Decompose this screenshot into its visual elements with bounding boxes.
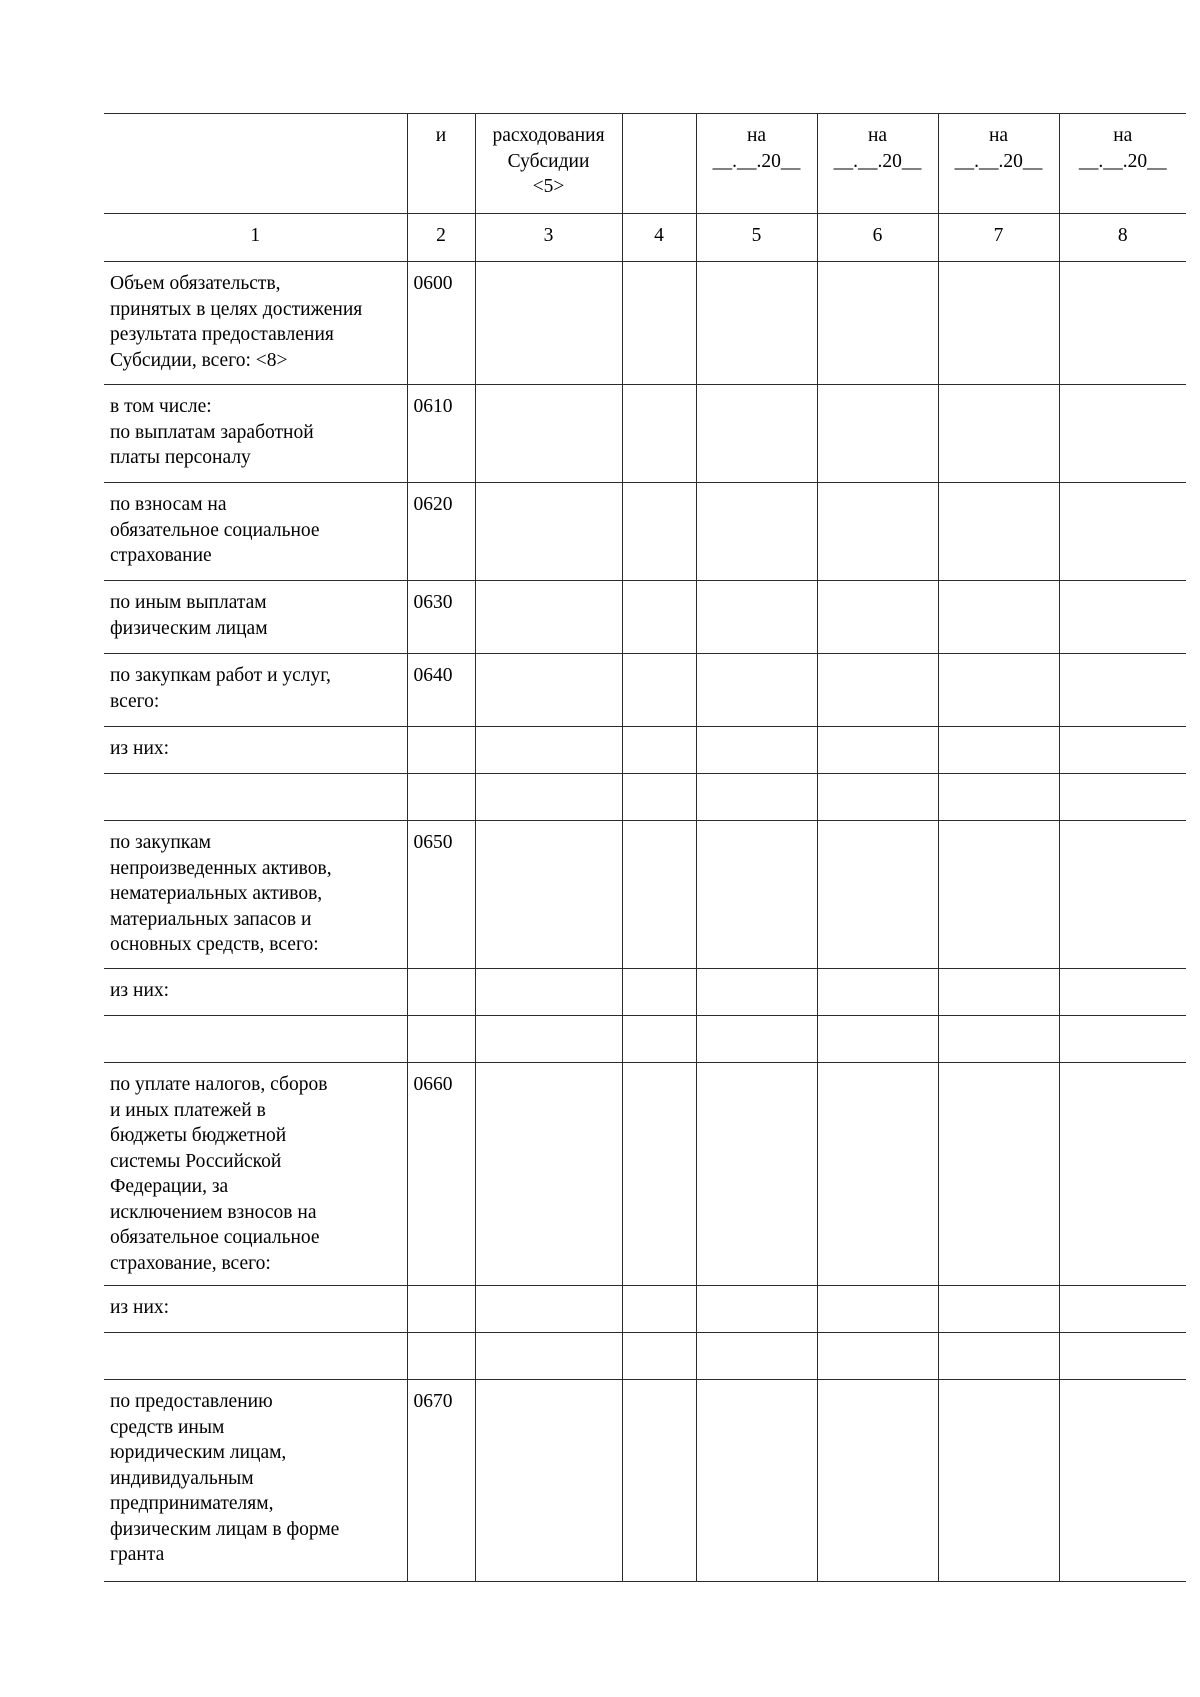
value-cell-col-5[interactable]	[696, 385, 817, 483]
row-label-line: гранта	[110, 1544, 165, 1565]
value-cell-col-7[interactable]	[938, 654, 1059, 727]
row-code	[407, 727, 475, 774]
header-cell-7-line: на	[988, 125, 1009, 146]
value-cell-col-4[interactable]	[622, 385, 696, 483]
value-cell-col-6[interactable]	[817, 1380, 938, 1582]
value-cell-col-4[interactable]	[622, 654, 696, 727]
row-label	[104, 727, 407, 774]
value-cell-col-6[interactable]	[817, 483, 938, 581]
row-label-line: обязательное социальное	[110, 519, 320, 541]
value-cell-col-7[interactable]	[938, 1016, 1059, 1063]
value-cell-col-8[interactable]	[1059, 581, 1186, 654]
value-cell-col-5[interactable]	[696, 1016, 817, 1063]
table-row	[104, 581, 1186, 654]
value-cell-col-3[interactable]	[475, 1286, 622, 1333]
row-code: 0670	[407, 1380, 475, 1582]
value-cell-col-3[interactable]	[475, 969, 622, 1016]
row-label-line: юридическим лицам,	[110, 1442, 287, 1463]
header-cell-1	[104, 114, 407, 214]
row-label	[104, 1286, 407, 1333]
row-label-line: из них:	[110, 980, 170, 1001]
value-cell-col-8[interactable]	[1059, 654, 1186, 727]
row-label-line: по предоставлению	[110, 1391, 273, 1412]
value-cell-col-8[interactable]	[1059, 727, 1186, 774]
table-row	[104, 1380, 1186, 1582]
value-cell-col-4[interactable]	[622, 1380, 696, 1582]
value-cell-col-7[interactable]	[938, 581, 1059, 654]
value-cell-col-8[interactable]	[1059, 821, 1186, 969]
header-row	[104, 114, 1186, 214]
row-label-line: нематериальных активов,	[110, 883, 323, 904]
row-label-line: принятых в целях достижения	[110, 298, 363, 320]
row-code: 0600	[407, 262, 475, 385]
row-label	[104, 969, 407, 1016]
value-cell-col-6[interactable]	[817, 581, 938, 654]
column-number: 3	[475, 214, 622, 262]
table-row	[104, 1286, 1186, 1333]
value-cell-col-5[interactable]	[696, 654, 817, 727]
row-code: 0630	[407, 581, 475, 654]
value-cell-col-5[interactable]	[696, 969, 817, 1016]
row-label-line: по выплатам заработной	[110, 421, 314, 443]
value-cell-col-3[interactable]	[475, 1380, 622, 1582]
row-label-line: страхование, всего:	[110, 1252, 271, 1274]
value-cell-col-4[interactable]	[622, 1063, 696, 1286]
table-row	[104, 774, 1186, 821]
value-cell-col-3[interactable]	[475, 774, 622, 821]
value-cell-col-7[interactable]	[938, 1063, 1059, 1286]
value-cell-col-5[interactable]	[696, 774, 817, 821]
row-label-line: страхование	[110, 545, 212, 566]
row-label	[104, 581, 407, 654]
header-cell-4	[622, 114, 696, 214]
table-row	[104, 821, 1186, 969]
value-cell-col-5[interactable]	[696, 581, 817, 654]
value-cell-col-6[interactable]	[817, 654, 938, 727]
column-number: 1	[104, 214, 407, 262]
value-cell-col-8[interactable]	[1059, 1016, 1186, 1063]
row-label-line: по уплате налогов, сборов	[110, 1074, 328, 1095]
value-cell-col-3[interactable]	[475, 581, 622, 654]
value-cell-col-8[interactable]	[1059, 483, 1186, 581]
header-cell-8-line: на	[1113, 125, 1133, 146]
row-label-line: Федерации, за	[110, 1176, 229, 1197]
value-cell-col-5[interactable]	[696, 262, 817, 385]
value-cell-col-8[interactable]	[1059, 774, 1186, 821]
header-cell-2: и	[407, 114, 475, 214]
row-code: 0650	[407, 821, 475, 969]
value-cell-col-4[interactable]	[622, 774, 696, 821]
value-cell-col-5[interactable]	[696, 1333, 817, 1380]
table-row	[104, 654, 1186, 727]
value-cell-col-3[interactable]	[475, 1016, 622, 1063]
column-number: 8	[1059, 214, 1186, 262]
row-label-line: всего:	[110, 690, 160, 712]
row-label-line: физическим лицам в форме	[110, 1518, 340, 1540]
header-cell-6-line: __.__.20__	[833, 150, 922, 172]
table-row	[104, 969, 1186, 1016]
column-number: 2	[407, 214, 475, 262]
value-cell-col-4[interactable]	[622, 483, 696, 581]
subsidy-report-table	[104, 113, 1186, 1582]
row-code: 0620	[407, 483, 475, 581]
row-label-line: материальных запасов и	[110, 908, 312, 930]
header-cell-8	[1059, 114, 1186, 214]
value-cell-col-8[interactable]	[1059, 262, 1186, 385]
value-cell-col-3[interactable]	[475, 262, 622, 385]
row-code	[407, 1286, 475, 1333]
row-label-line: бюджеты бюджетной	[110, 1125, 287, 1146]
value-cell-col-7[interactable]	[938, 1286, 1059, 1333]
value-cell-col-7[interactable]	[938, 483, 1059, 581]
row-label	[104, 1380, 407, 1582]
header-cell-3	[475, 114, 622, 214]
row-label-line: исключением взносов на	[110, 1201, 317, 1223]
header-cell-7-line: __.__.20__	[954, 150, 1043, 172]
row-code: 0660	[407, 1063, 475, 1286]
row-label-line: по закупкам работ и услуг,	[110, 665, 331, 686]
value-cell-col-4[interactable]	[622, 727, 696, 774]
value-cell-col-5[interactable]	[696, 1286, 817, 1333]
value-cell-col-7[interactable]	[938, 727, 1059, 774]
value-cell-col-3[interactable]	[475, 385, 622, 483]
row-label-line: средств иным	[110, 1416, 225, 1438]
value-cell-col-8[interactable]	[1059, 1380, 1186, 1582]
row-code: 0640	[407, 654, 475, 727]
value-cell-col-4[interactable]	[622, 1286, 696, 1333]
row-label-line: Объем обязательств,	[110, 273, 281, 294]
row-label	[104, 483, 407, 581]
value-cell-col-7[interactable]	[938, 1333, 1059, 1380]
row-code	[407, 774, 475, 821]
table-row	[104, 262, 1186, 385]
row-code	[407, 1333, 475, 1380]
value-cell-col-4[interactable]	[622, 969, 696, 1016]
column-number-row	[104, 214, 1186, 262]
value-cell-col-8[interactable]	[1059, 969, 1186, 1016]
value-cell-col-6[interactable]	[817, 1016, 938, 1063]
row-label	[104, 1333, 407, 1380]
value-cell-col-8[interactable]	[1059, 1286, 1186, 1333]
value-cell-col-3[interactable]	[475, 727, 622, 774]
column-number: 5	[696, 214, 817, 262]
value-cell-col-6[interactable]	[817, 774, 938, 821]
row-label-line: физическим лицам	[110, 617, 268, 639]
row-label-line: из них:	[110, 738, 170, 759]
column-number: 4	[622, 214, 696, 262]
value-cell-col-5[interactable]	[696, 1063, 817, 1286]
value-cell-col-6[interactable]	[817, 727, 938, 774]
value-cell-col-3[interactable]	[475, 483, 622, 581]
header-cell-3-line: Субсидии	[507, 150, 590, 172]
column-number: 7	[938, 214, 1059, 262]
table-row	[104, 727, 1186, 774]
value-cell-col-7[interactable]	[938, 774, 1059, 821]
row-label-line: предпринимателям,	[110, 1493, 274, 1514]
row-label-line: индивидуальным	[110, 1467, 254, 1489]
row-label-line: по взносам на	[110, 494, 227, 515]
table-row	[104, 1333, 1186, 1380]
value-cell-col-6[interactable]	[817, 1333, 938, 1380]
header-cell-7	[938, 114, 1059, 214]
row-label-line: из них:	[110, 1297, 170, 1318]
value-cell-col-7[interactable]	[938, 262, 1059, 385]
value-cell-col-8[interactable]	[1059, 385, 1186, 483]
row-label-line: Субсидии, всего: <8>	[110, 349, 288, 371]
row-label	[104, 821, 407, 969]
value-cell-col-7[interactable]	[938, 821, 1059, 969]
row-label	[104, 1063, 407, 1286]
value-cell-col-3[interactable]	[475, 821, 622, 969]
value-cell-col-7[interactable]	[938, 1380, 1059, 1582]
value-cell-col-5[interactable]	[696, 483, 817, 581]
header-cell-5	[696, 114, 817, 214]
value-cell-col-5[interactable]	[696, 727, 817, 774]
value-cell-col-7[interactable]	[938, 969, 1059, 1016]
row-label-line: по закупкам	[110, 832, 211, 853]
value-cell-col-4[interactable]	[622, 1016, 696, 1063]
row-code	[407, 969, 475, 1016]
value-cell-col-5[interactable]	[696, 821, 817, 969]
value-cell-col-4[interactable]	[622, 821, 696, 969]
row-label-line: непроизведенных активов,	[110, 857, 332, 879]
row-label-line: обязательное социальное	[110, 1227, 320, 1248]
value-cell-col-8[interactable]	[1059, 1063, 1186, 1286]
value-cell-col-4[interactable]	[622, 262, 696, 385]
header-cell-3-line: расходования	[492, 125, 605, 146]
value-cell-col-6[interactable]	[817, 969, 938, 1016]
value-cell-col-6[interactable]	[817, 821, 938, 969]
table-row	[104, 483, 1186, 581]
value-cell-col-3[interactable]	[475, 1333, 622, 1380]
header-cell-5-line: __.__.20__	[712, 150, 801, 172]
value-cell-col-6[interactable]	[817, 262, 938, 385]
value-cell-col-3[interactable]	[475, 1063, 622, 1286]
row-label-line: в том числе:	[110, 396, 212, 417]
value-cell-col-4[interactable]	[622, 1333, 696, 1380]
row-label-line: по иным выплатам	[110, 592, 267, 613]
row-label	[104, 774, 407, 821]
value-cell-col-4[interactable]	[622, 581, 696, 654]
value-cell-col-6[interactable]	[817, 1063, 938, 1286]
row-label-line: результата предоставления	[110, 324, 334, 345]
header-cell-8-line: __.__.20__	[1078, 150, 1167, 172]
row-label-line: системы Российской	[110, 1150, 282, 1172]
table-row	[104, 1016, 1186, 1063]
row-label-line: и иных платежей в	[110, 1099, 266, 1121]
value-cell-col-5[interactable]	[696, 1380, 817, 1582]
value-cell-col-6[interactable]	[817, 385, 938, 483]
header-cell-6	[817, 114, 938, 214]
row-label-line: платы персоналу	[110, 447, 251, 468]
table-row	[104, 1063, 1186, 1286]
value-cell-col-3[interactable]	[475, 654, 622, 727]
header-cell-3-line: <5>	[532, 176, 565, 197]
row-code: 0610	[407, 385, 475, 483]
row-label	[104, 262, 407, 385]
value-cell-col-8[interactable]	[1059, 1333, 1186, 1380]
row-label	[104, 385, 407, 483]
row-label	[104, 1016, 407, 1063]
column-number: 6	[817, 214, 938, 262]
header-cell-6-line: на	[867, 125, 888, 146]
value-cell-col-6[interactable]	[817, 1286, 938, 1333]
value-cell-col-7[interactable]	[938, 385, 1059, 483]
row-label-line: основных средств, всего:	[110, 934, 319, 955]
row-label	[104, 654, 407, 727]
table-row	[104, 385, 1186, 483]
row-code	[407, 1016, 475, 1063]
header-cell-5-line: на	[746, 125, 767, 146]
